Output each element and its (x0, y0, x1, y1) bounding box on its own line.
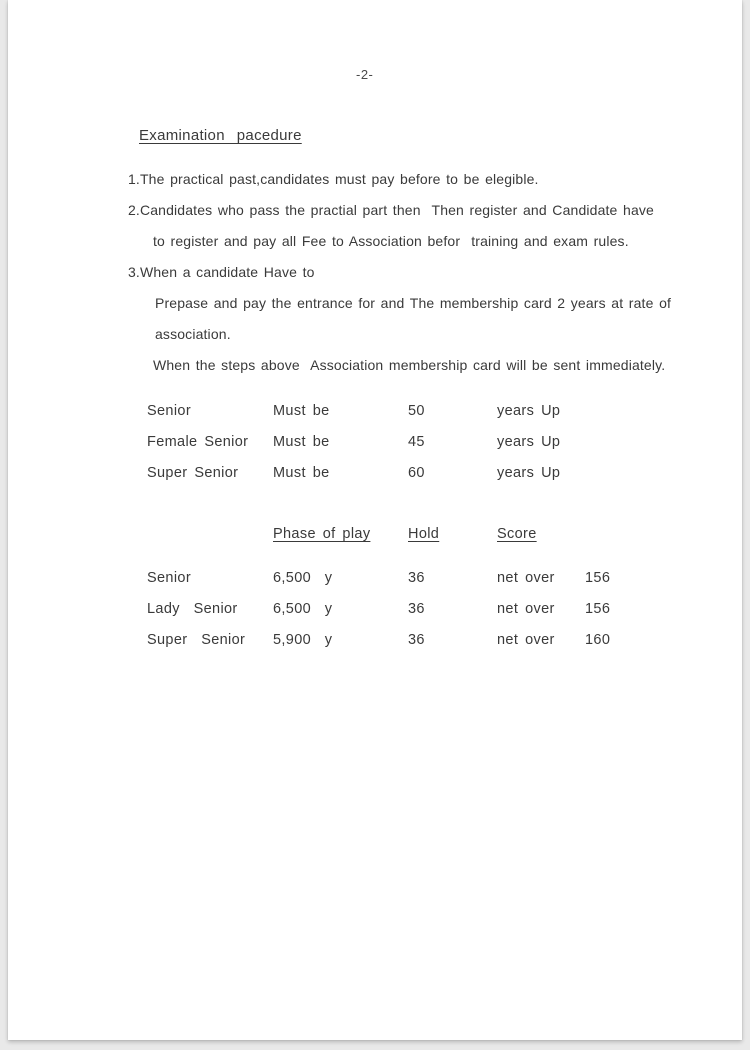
condition-cell: Must be (273, 403, 330, 419)
age-cell: 60 (408, 465, 425, 481)
table-row (8, 630, 742, 651)
category-label: Super Senior (147, 632, 246, 648)
page-number: -2- (356, 67, 374, 82)
table-row (8, 463, 742, 484)
score-label-cell: net over (497, 632, 555, 648)
suffix-cell: years Up (497, 434, 561, 450)
phase-cell: 6,500 y (273, 601, 333, 617)
document-page (8, 0, 742, 1040)
table-row (8, 401, 742, 422)
column-header-hold: Hold (408, 526, 440, 542)
paragraph-line: 3.When a candidate Have to (128, 264, 315, 280)
score-label-cell: net over (497, 601, 555, 617)
paragraph-line: Prepase and pay the entrance for and The membership card 2 years at rate of (155, 295, 672, 311)
category-label: Super Senior (147, 465, 239, 481)
score-value-cell: 156 (585, 601, 611, 617)
condition-cell: Must be (273, 434, 330, 450)
category-label: Senior (147, 403, 192, 419)
paragraph-line: association. (155, 326, 231, 342)
column-header-score: Score (497, 526, 537, 542)
paragraph-line: to register and pay all Fee to Association befor training and exam rules. (153, 233, 629, 249)
category-label: Senior (147, 570, 192, 586)
age-cell: 50 (408, 403, 425, 419)
phase-cell: 5,900 y (273, 632, 333, 648)
score-value-cell: 156 (585, 570, 611, 586)
paragraph-line: 1.The practical past,candidates must pay before to be elegible. (128, 171, 539, 187)
hold-cell: 36 (408, 601, 425, 617)
score-label-cell: net over (497, 570, 555, 586)
table-row (8, 568, 742, 589)
paragraph-line: 2.Candidates who pass the practial part then Then register and Candidate have (128, 202, 654, 218)
category-label: Lady Senior (147, 601, 238, 617)
hold-cell: 36 (408, 570, 425, 586)
paragraph-line: When the steps above Association membership card will be sent immediately. (153, 357, 666, 373)
suffix-cell: years Up (497, 465, 561, 481)
table-header-row (8, 524, 742, 545)
condition-cell: Must be (273, 465, 330, 481)
score-value-cell: 160 (585, 632, 611, 648)
phase-cell: 6,500 y (273, 570, 333, 586)
suffix-cell: years Up (497, 403, 561, 419)
section-heading: Examination pacedure (139, 127, 302, 144)
column-header-phase: Phase of play (273, 526, 371, 542)
table-row (8, 599, 742, 620)
category-label: Female Senior (147, 434, 249, 450)
age-cell: 45 (408, 434, 425, 450)
table-row (8, 432, 742, 453)
hold-cell: 36 (408, 632, 425, 648)
